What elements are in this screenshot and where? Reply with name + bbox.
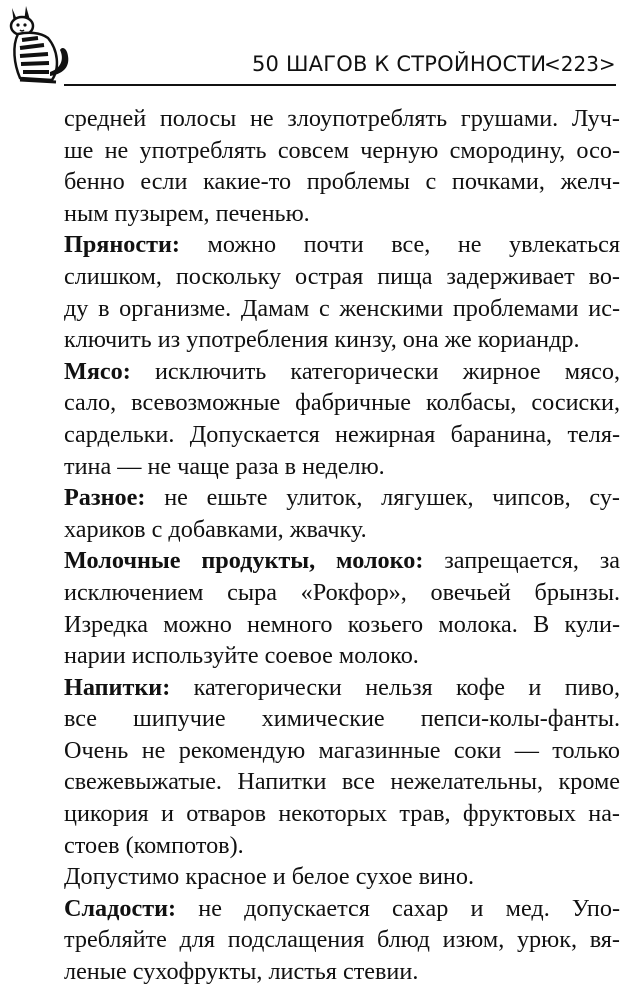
text-fragment: запрещается, за: [423, 547, 620, 575]
text-line: средней полосы не злоупотреблять грушами. Луч-: [64, 105, 620, 132]
text-line: леные сухофрукты, листья стевии.: [64, 958, 419, 986]
text-line: нарии используйте соевое молоко.: [64, 642, 419, 670]
paragraph-lead: Сладости:: [64, 894, 177, 922]
text-line: Допустимо красное и белое сухое вино.: [64, 863, 475, 891]
text-line: ным пузырем, печенью.: [64, 199, 310, 227]
text-line: Очень не рекомендую магазинные соки — только: [64, 736, 620, 764]
text-line: [64, 672, 620, 704]
paragraph-misc: [64, 482, 620, 545]
text-fragment: можно почти все, не увлекаться: [180, 231, 620, 259]
paragraph-lead: Мясо:: [64, 357, 131, 385]
text-line: сало, всевозможные фабричные колбасы, сосиски,: [64, 389, 620, 417]
text-line: исключением сыра «Рокфор», овечьей брынзы.: [64, 578, 620, 606]
text-line: [64, 482, 620, 514]
text-line: слишком, поскольку острая пища задерживает во-: [64, 262, 620, 290]
paragraph-meat: [64, 356, 620, 482]
paragraph-lead: Пряности:: [64, 231, 180, 259]
text-line: Изредка можно немного козьего молока. В кули-: [64, 610, 620, 638]
body-text: [64, 103, 620, 988]
text-line: свежевыжатые. Напитки все нежелательны, кроме: [64, 768, 620, 796]
text-line: тина — не чаще раза в неделю.: [64, 452, 385, 480]
text-line: хариков с добавками, жвачку.: [64, 515, 367, 543]
text-line: [64, 893, 620, 925]
text-line: стоев (компотов).: [64, 831, 244, 859]
text-line: бенно если какие-то проблемы с почками, желч-: [64, 168, 620, 196]
text-line: требляйте для подслащения блюд изюм, урюк, вя-: [64, 926, 620, 954]
paragraph-spices: [64, 229, 620, 355]
paragraph-sweets: [64, 893, 620, 988]
text-line: [64, 545, 620, 577]
header-divider: [64, 84, 616, 86]
paragraph-lead: Напитки:: [64, 673, 171, 701]
page-number: <223>: [544, 52, 616, 76]
text-line: все шипучие химические пепси-колы-фанты.: [64, 705, 620, 733]
paragraph-lead: Разное:: [64, 484, 146, 512]
cat-icon: [4, 2, 76, 86]
paragraph-wine: [64, 861, 620, 893]
text-fragment: не допускается сахар и мед. Упо-: [176, 894, 620, 922]
text-line: ду в организме. Дамам с женскими проблемами ис-: [64, 294, 620, 322]
text-fragment: категорически нельзя кофе и пиво,: [170, 673, 620, 701]
paragraph-dairy: [64, 545, 620, 671]
text-line: ше не употреблять совсем черную смородину, осо-: [64, 136, 620, 164]
paragraph-drinks: [64, 672, 620, 862]
running-title: 50 ШАГОВ К СТРОЙНОСТИ: [252, 52, 547, 76]
text-fragment: исключить категорически жирное мясо,: [130, 357, 620, 385]
text-line: цикория и отваров некоторых трав, фруктовых на-: [64, 800, 620, 828]
text-line: ключить из употребления кинзу, она же кориандр.: [64, 326, 580, 354]
paragraph-fruits-continued: [64, 103, 620, 229]
text-line: сардельки. Допускается нежирная баранина, теля-: [64, 420, 620, 448]
paragraph-lead: Молочные продукты, молоко:: [64, 547, 424, 575]
page-header: [0, 0, 620, 92]
text-fragment: не ешьте улиток, лягушек, чипсов, су-: [145, 484, 620, 512]
text-line: [64, 356, 620, 388]
text-line: [64, 229, 620, 261]
